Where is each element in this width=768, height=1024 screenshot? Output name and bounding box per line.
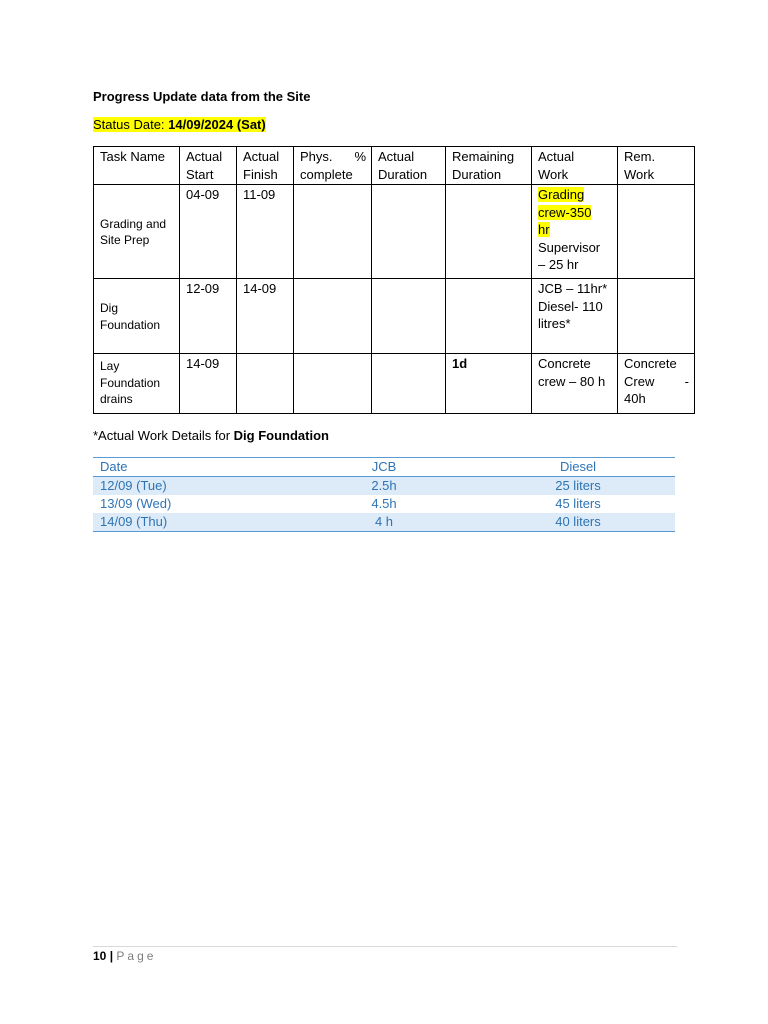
status-date [93, 116, 266, 134]
diesel-cell: 40 liters [481, 513, 675, 532]
table-row [93, 513, 675, 532]
progress-table [93, 146, 695, 414]
actual-duration-cell [372, 185, 446, 279]
actual-finish-cell [237, 354, 294, 414]
table-row [93, 477, 675, 496]
progress-header-row [94, 147, 695, 185]
page-label: Page [116, 949, 157, 963]
header-actual-duration: Actual Duration [372, 147, 446, 185]
phys-complete-cell [294, 279, 372, 354]
header-rem-work: Rem. Work [618, 147, 695, 185]
status-date-label: Status Date: [93, 117, 169, 132]
header-remaining-duration: Remaining Duration [446, 147, 532, 185]
rem-work-cell: Concrete Crew - 40h [618, 354, 695, 414]
header-actual-finish: Actual Finish [237, 147, 294, 185]
actual-start-cell: 04-09 [180, 185, 237, 279]
actual-finish-cell: 11-09 [237, 185, 294, 279]
footer-divider [93, 946, 677, 947]
page-heading: Progress Update data from the Site [93, 89, 311, 104]
rem-work-cell [618, 185, 695, 279]
diesel-cell: 25 liters [481, 477, 675, 496]
actual-start-cell: 12-09 [180, 279, 237, 354]
actual-work-cell: JCB – 11hr* Diesel- 110 litres* [532, 279, 618, 354]
date-cell: 12/09 (Tue) [93, 477, 287, 496]
phys-complete-cell [294, 185, 372, 279]
table-row [94, 279, 695, 354]
work-details-table [93, 457, 675, 532]
header-actual-work: Actual Work [532, 147, 618, 185]
table-row [94, 354, 695, 414]
status-date-value: 14/09/2024 (Sat) [168, 117, 266, 132]
date-cell: 14/09 (Thu) [93, 513, 287, 532]
task-name-cell: Grading and Site Prep [94, 185, 180, 279]
diesel-cell: 45 liters [555, 496, 601, 511]
rem-work-cell [618, 279, 695, 354]
jcb-cell: 2.5h [287, 477, 481, 496]
actual-work-cell: Concrete crew – 80 h [532, 354, 618, 414]
task-name-cell: Lay Foundation drains [94, 354, 180, 414]
details-header-row [93, 458, 675, 477]
actual-duration-cell [372, 354, 446, 414]
jcb-cell: 4 h [287, 513, 481, 532]
task-name-cell: Dig Foundation [94, 279, 180, 354]
header-jcb: JCB [287, 458, 481, 477]
phys-complete-cell [294, 354, 372, 414]
header-phys-complete: Phys. % complete [294, 147, 372, 185]
header-diesel: Diesel [481, 458, 675, 477]
remaining-duration-cell [446, 279, 532, 354]
table-row [93, 495, 675, 513]
remaining-duration-cell [446, 185, 532, 279]
table-row [94, 185, 695, 279]
header-actual-start: Actual Start [180, 147, 237, 185]
details-note: *Actual Work Details for Dig Foundation [93, 428, 329, 443]
actual-work-cell: Grading crew-350 hr Supervisor – 25 hr [532, 185, 618, 279]
page-number: 10 [93, 949, 107, 963]
header-task-name: Task Name [94, 147, 180, 185]
actual-duration-cell [372, 279, 446, 354]
jcb-cell: 4.5h [371, 496, 397, 511]
header-date: Date [93, 458, 287, 477]
footer-separator: | [106, 949, 117, 963]
date-cell: 13/09 (Wed) [100, 496, 172, 511]
remaining-duration-cell: 1d [446, 354, 532, 414]
actual-start-cell: 14-09 [180, 354, 237, 414]
page-footer [93, 948, 156, 964]
actual-finish-cell: 14-09 [237, 279, 294, 354]
